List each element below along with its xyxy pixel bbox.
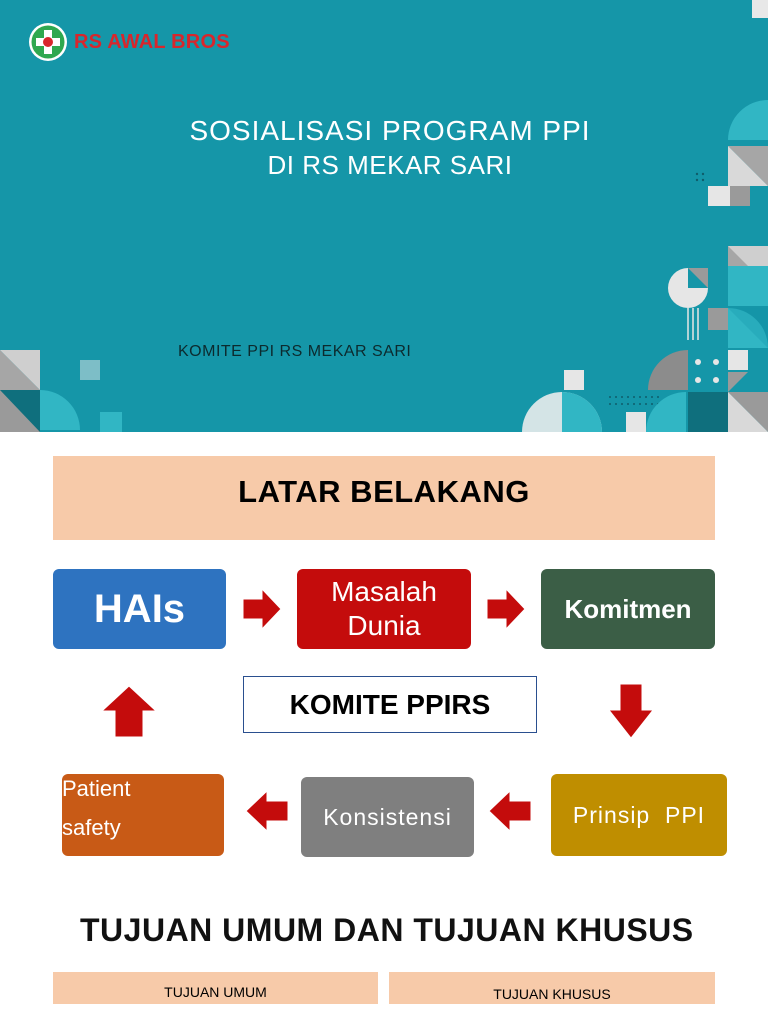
logo-text: RS AWAL BROS [74,30,230,53]
masalah-label-line2: Dunia [347,610,421,641]
konsistensi-box [301,777,474,857]
tujuan-khusus-header [389,972,715,1004]
tujuan-title: TUJUAN UMUM DAN TUJUAN KHUSUS [80,912,694,948]
komite-ppirs-box [243,676,537,733]
arrow-left-icon [488,790,532,832]
arrow-right-icon [242,587,282,631]
hais-label: HAIs [93,586,186,631]
komitmen-label: Komitmen [564,593,692,624]
tujuan-umum-label: TUJUAN UMUM [164,984,267,1000]
konsistensi-label: Konsistensi [323,803,452,830]
hospital-cross-icon [28,22,68,62]
prinsip-label: Prinsip PPI [572,801,706,828]
arrow-down-icon [607,682,655,740]
arrow-left-icon [245,790,289,832]
section-header-text: LATAR BELAKANG [238,474,530,509]
komite-ppirs-label: KOMITE PPIRS [289,688,491,720]
prinsip-ppi-box [551,774,727,856]
tujuan-umum-header [53,972,378,1004]
komitmen-box [541,569,715,649]
slide-author: KOMITE PPI RS MEKAR SARI [178,343,412,360]
masalah-label-line1: Masalah [331,576,437,607]
section-header [53,456,715,540]
masalah-dunia-box [297,569,471,649]
latar-belakang-slide [0,432,768,902]
patient-label-line1: Patient [62,776,131,801]
arrow-right-icon [486,587,526,631]
decorative-shapes [0,0,768,432]
arrow-up-icon [100,685,158,739]
slide-subtitle: DI RS MEKAR SARI [267,150,513,180]
tujuan-khusus-label: TUJUAN KHUSUS [493,986,611,1002]
patient-safety-box [62,774,224,856]
rs-awal-bros-logo [28,22,230,62]
tujuan-slide [0,902,768,1024]
patient-label-line2: safety [62,815,121,840]
title-slide [0,0,768,432]
hais-box [53,569,226,649]
slide-title: SOSIALISASI PROGRAM PPI [189,115,591,146]
